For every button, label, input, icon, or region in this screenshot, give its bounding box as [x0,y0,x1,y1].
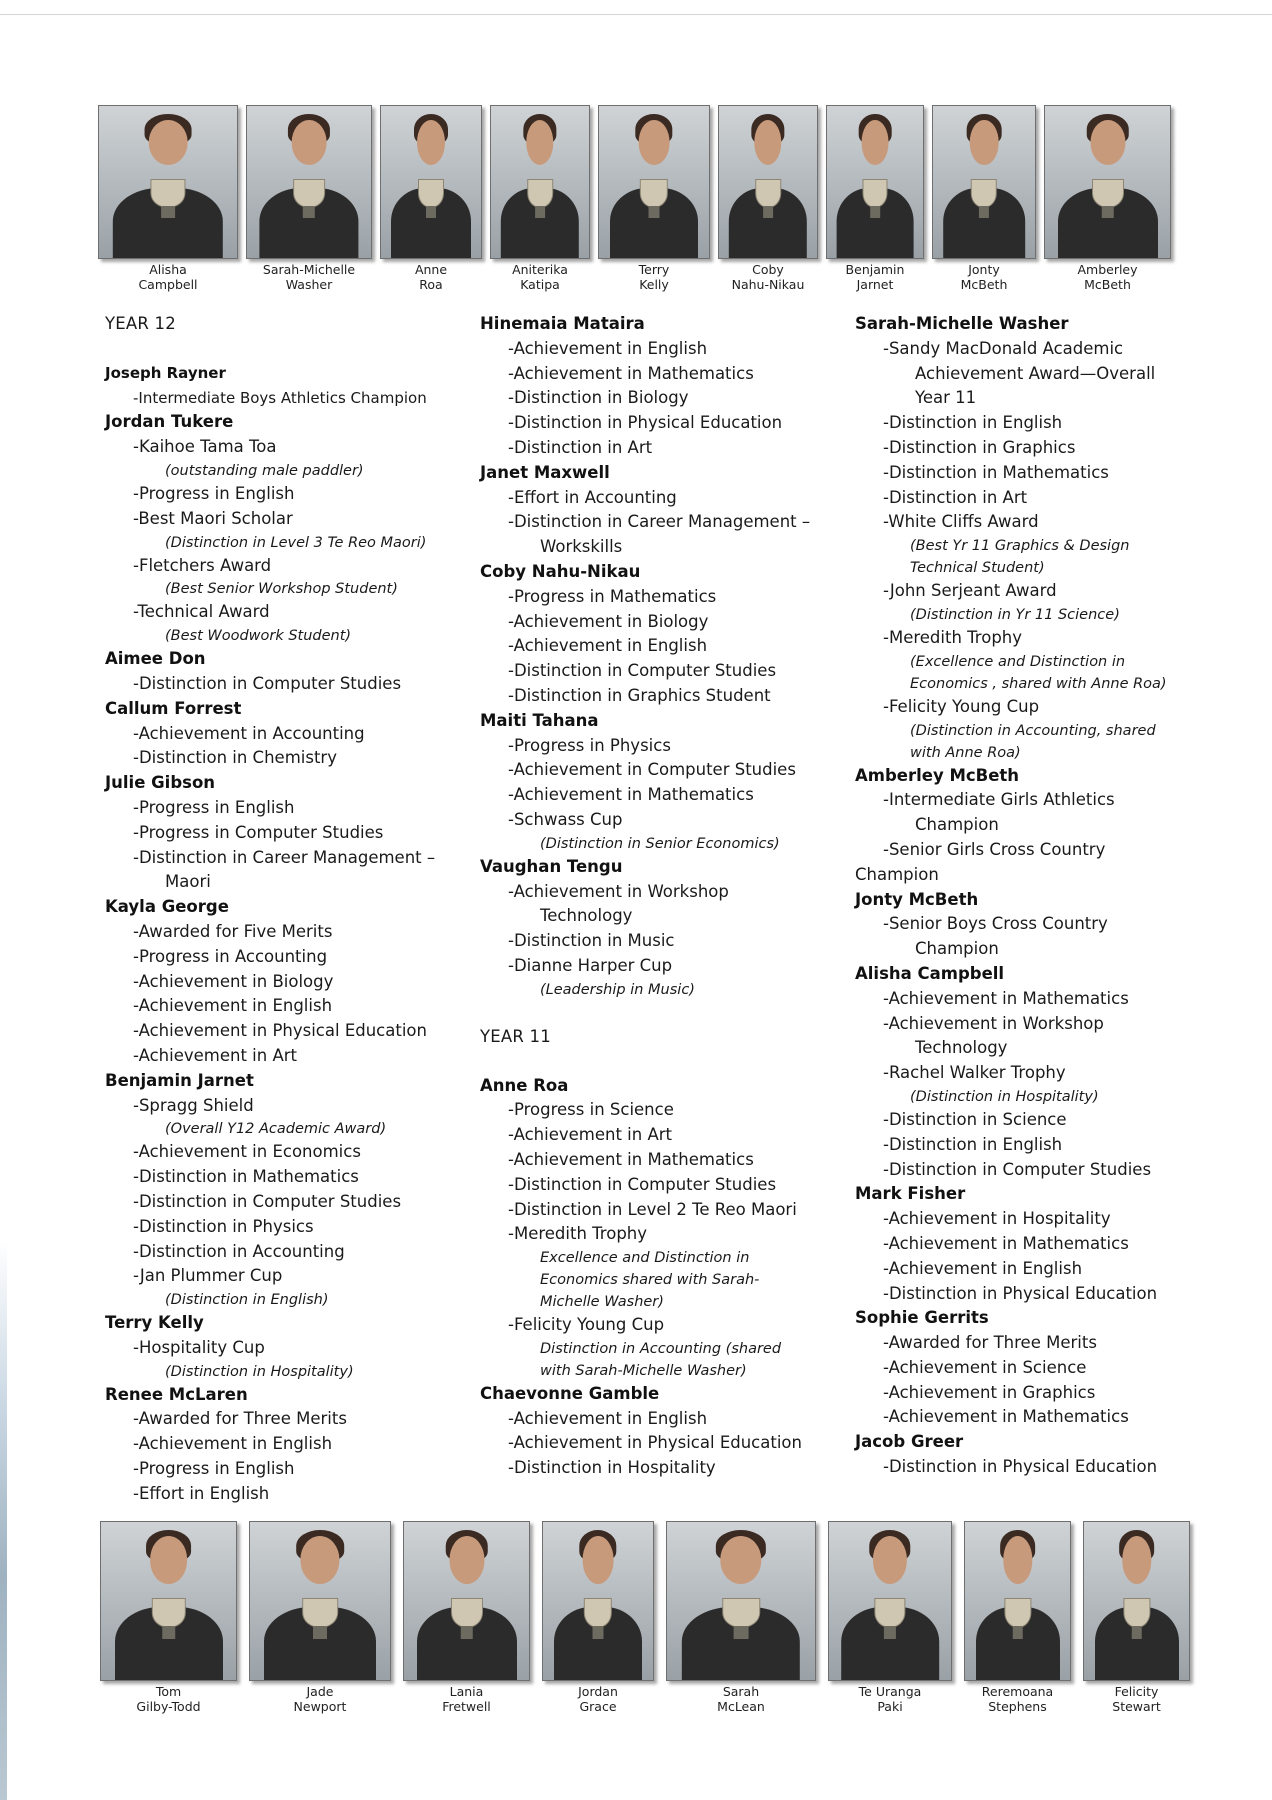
award-item: -Felicity Young Cup [508,1315,665,1335]
award-item: -Jan Plummer Cup [133,1266,283,1286]
student-photo-card [826,105,924,292]
student-name: Jacob Greer [855,1432,964,1452]
award-continuation: Workskills [540,537,623,557]
award-item: -Distinction in Career Management – [508,512,811,532]
award-note: Michelle Washer) [540,1294,664,1311]
photo-trophy-shape [302,1598,338,1628]
caption-first-name: Reremoana [981,1684,1054,1699]
photo-trophy-base-shape [303,206,315,218]
top-divider [0,14,1272,15]
photo-caption [732,262,805,292]
photo-trophy-base-shape [1012,1626,1023,1639]
photo-caption [294,1684,347,1714]
student-photo-card [380,105,482,292]
photo-head-shape [720,1536,761,1583]
award-item: -Achievement in Science [883,1357,1087,1377]
student-name: Julie Gibson [105,773,216,793]
caption-first-name: Anne [414,262,448,277]
award-item: -Achievement in Biology [508,611,709,631]
photo-trophy-shape [755,179,781,208]
photo-caption [1112,1684,1160,1714]
award-item: -Achievement in Workshop [883,1013,1104,1033]
student-photo [1083,1521,1190,1681]
caption-last-name: Paki [877,1699,903,1714]
award-item: -Achievement in English [883,1258,1083,1278]
year-heading: YEAR 12 [105,314,176,333]
caption-last-name: Washer [285,277,333,292]
photo-trophy-shape [293,179,325,208]
caption-first-name: Alisha [149,262,187,277]
photo-trophy-base-shape [535,206,545,218]
student-photo-card [598,105,710,292]
award-item: -Achievement in Computer Studies [508,760,796,780]
student-photo [490,105,590,259]
caption-first-name: Terry [638,262,670,277]
award-item: -Sandy MacDonald Academic [883,338,1124,358]
award-note: (outstanding male paddler) [165,462,364,479]
student-photo [666,1521,816,1681]
photo-head-shape [292,120,327,166]
award-item: -Progress in English [133,483,295,503]
student-photo-card [100,1521,237,1714]
award-note: Distinction in Accounting (shared [540,1340,782,1357]
award-item: -Distinction in Mathematics [133,1167,359,1187]
student-name: Callum Forrest [105,698,242,718]
award-continuation: Achievement Award—Overall [915,363,1156,383]
award-note: Excellence and Distinction in [540,1250,750,1267]
award-item: -Distinction in Graphics Student [508,685,771,705]
photo-trophy-base-shape [162,1626,176,1639]
award-item: -Achievement in English [508,636,708,656]
award-item: -Achievement in Workshop [508,881,729,901]
award-item: -Distinction in English [883,413,1063,433]
caption-last-name: Newport [293,1699,347,1714]
photo-trophy-shape [722,1598,760,1628]
award-item: -Distinction in Computer Studies [883,1159,1152,1179]
award-item: -Distinction in Computer Studies [133,1191,402,1211]
photo-trophy-base-shape [884,1626,896,1639]
award-item: -Achievement in Mathematics [883,1407,1129,1427]
student-name: Vaughan Tengu [480,856,623,876]
caption-last-name: Gilby-Todd [136,1699,201,1714]
student-photo-card [1083,1521,1190,1714]
student-photo-card [249,1521,391,1714]
award-continuation: Technology [915,1038,1008,1058]
award-item: -Meredith Trophy [883,627,1023,647]
photo-trophy-base-shape [734,1626,749,1639]
award-note: (Best Woodwork Student) [165,628,352,645]
bottom-photo-strip [100,1521,1190,1714]
award-continuation: Year 11 [915,388,977,408]
photo-head-shape [417,120,445,166]
student-photo [964,1521,1071,1681]
award-note: with Sarah-Michelle Washer) [540,1362,747,1379]
student-name: Aimee Don [105,649,206,669]
caption-first-name: Felicity [1114,1684,1159,1699]
award-item: -Progress in Computer Studies [133,822,384,842]
student-photo [246,105,372,259]
award-item: -Achievement in English [133,996,333,1016]
caption-last-name: Campbell [138,277,198,292]
student-name: Terry Kelly [105,1313,204,1333]
award-item: -Hospitality Cup [133,1337,265,1357]
award-note: (Best Yr 11 Graphics & Design [910,538,1130,555]
caption-last-name: Katipa [520,277,560,292]
column-left [105,312,465,1507]
caption-first-name: Tom [155,1684,182,1699]
photo-head-shape [639,120,670,166]
award-item: -Achievement in Mathematics [508,363,754,383]
award-item: -Distinction in Physical Education [883,1283,1158,1303]
award-note: Economics shared with Sarah- [540,1272,760,1289]
photo-head-shape [1122,1536,1151,1583]
award-item: -Distinction in Career Management – [133,847,436,867]
caption-first-name: Jordan [578,1684,618,1699]
student-name: Coby Nahu-Nikau [480,561,641,581]
caption-first-name: Amberley [1077,262,1138,277]
award-note: (Distinction in Hospitality) [910,1088,1099,1105]
student-photo [542,1521,654,1681]
student-photo-card [490,105,590,292]
student-photo-card [403,1521,530,1714]
award-continuation: Technology [540,906,633,926]
award-note: (Distinction in Level 3 Te Reo Maori) [165,534,427,551]
student-name: Kayla George [105,897,229,917]
award-item: -Distinction in Graphics [883,437,1076,457]
student-photo-card [718,105,818,292]
student-name: Sophie Gerrits [855,1308,989,1328]
award-continuation: Maori [165,872,211,892]
award-item: -Distinction in Computer Studies [508,1174,777,1194]
student-photo-card [964,1521,1071,1714]
award-item: -Distinction in Accounting [133,1241,345,1261]
award-note: (Distinction in Hospitality) [165,1363,354,1380]
student-name: Anne Roa [480,1075,569,1095]
award-item: -Distinction in Science [883,1109,1067,1129]
student-photo [598,105,710,259]
year-heading: YEAR 11 [480,1026,551,1046]
student-photo-card [98,105,238,292]
student-name: Mark Fisher [855,1184,966,1204]
section-spacer [480,1001,850,1025]
award-item: -Distinction in English [883,1134,1063,1154]
award-item: -Distinction in Biology [508,388,689,408]
student-photo [826,105,924,259]
photo-caption [136,1684,200,1714]
student-name: Janet Maxwell [480,462,610,482]
photo-head-shape [873,1536,907,1583]
photo-head-shape [583,1536,614,1583]
award-item: -Progress in Physics [508,735,671,755]
award-item: -Awarded for Three Merits [883,1333,1097,1353]
award-note: (Overall Y12 Academic Award) [165,1121,387,1138]
photo-caption [846,262,905,292]
award-item: -Achievement in Mathematics [883,1233,1129,1253]
photo-head-shape [754,120,781,166]
student-photo [100,1521,237,1681]
photo-head-shape [970,120,999,166]
photo-head-shape [862,120,889,166]
photo-caption [1077,262,1137,292]
photo-caption [717,1684,765,1714]
photo-trophy-base-shape [763,206,773,218]
award-note: (Distinction in Accounting, shared [910,722,1156,739]
award-note: Economics , shared with Anne Roa) [910,675,1167,692]
student-name: Hinemaia Mataira [480,314,645,333]
caption-last-name: Jarnet [856,277,894,292]
photo-caption [982,1684,1053,1714]
award-item: -Distinction in Hospitality [508,1458,716,1478]
photo-head-shape [150,1536,188,1583]
student-name: Amberley McBeth [855,765,1020,785]
award-item: -Effort in Accounting [508,487,677,507]
student-photo-card [666,1521,816,1714]
award-continuation: Champion [915,815,999,835]
photo-caption [859,1684,922,1714]
photo-caption [639,262,670,292]
column-right [855,312,1185,1480]
caption-first-name: Aniterika [512,262,568,277]
caption-first-name: Lania [449,1684,484,1699]
caption-first-name: Jade [306,1684,334,1699]
award-item: -Distinction in Level 2 Te Reo Maori [508,1199,797,1219]
award-item: -Achievement in English [133,1434,333,1454]
caption-first-name: Benjamin [845,262,905,277]
photo-trophy-base-shape [649,206,660,218]
award-note: with Anne Roa) [910,744,1021,761]
student-photo [249,1521,391,1681]
photo-trophy-base-shape [870,206,880,218]
photo-caption [415,262,447,292]
student-photo-card [246,105,372,292]
caption-first-name: Te Uranga [858,1684,922,1699]
caption-last-name: McLean [717,1699,765,1714]
award-item: -Awarded for Five Merits [133,921,333,941]
section-spacer [105,337,465,361]
photo-trophy-base-shape [161,206,175,218]
award-note: Technical Student) [910,560,1045,577]
caption-last-name: McBeth [960,277,1008,292]
photo-trophy-base-shape [1101,206,1114,218]
photo-head-shape [526,120,553,166]
award-note: (Distinction in Senior Economics) [540,835,780,852]
caption-last-name: Nahu-Nikau [731,277,805,292]
award-item: -Achievement in English [508,338,708,358]
page-edge-decoration [0,1240,7,1800]
award-item: -Achievement in Mathematics [508,1149,754,1169]
student-photo [932,105,1036,259]
award-item: -Achievement in Economics [133,1142,361,1162]
column-middle [480,312,850,1481]
photo-head-shape [149,120,188,166]
award-item: -Distinction in Computer Studies [508,661,777,681]
award-item: -Senior Boys Cross Country [883,914,1108,934]
award-item: -John Serjeant Award [883,581,1057,601]
student-name: Benjamin Jarnet [105,1070,254,1090]
photo-head-shape [300,1536,339,1583]
photo-head-shape [1003,1536,1032,1583]
award-item: -Achievement in English [508,1408,708,1428]
student-photo [1044,105,1171,259]
award-continuation: Champion [855,864,939,884]
award-note: (Excellence and Distinction in [910,653,1126,670]
award-item: -Rachel Walker Trophy [883,1063,1066,1083]
student-name: Jordan Tukere [105,412,234,432]
student-photo-card [542,1521,654,1714]
student-photo [380,105,482,259]
top-photo-strip [98,105,1171,292]
award-item: -Intermediate Boys Athletics Champion [133,388,427,407]
award-item: -Achievement in Biology [133,971,334,991]
photo-trophy-shape [527,179,553,208]
photo-caption [138,262,197,292]
award-item: -Achievement in Physical Education [508,1433,802,1453]
award-item: -Achievement in Accounting [133,723,365,743]
award-note: (Distinction in English) [165,1292,329,1309]
award-item: -Achievement in Mathematics [883,988,1129,1008]
student-name: Jonty McBeth [855,889,979,909]
award-item: -Achievement in Graphics [883,1382,1096,1402]
award-item: -Effort in English [133,1483,270,1503]
student-photo [828,1521,952,1681]
award-item: -Fletchers Award [133,555,272,575]
award-item: -Distinction in Art [883,487,1028,507]
award-item: -Achievement in Mathematics [508,785,754,805]
caption-first-name: Jonty [968,262,1000,277]
award-item: -Distinction in Art [508,437,653,457]
award-item: -Achievement in Physical Education [133,1021,427,1041]
student-photo-card [1044,105,1171,292]
photo-trophy-base-shape [593,1626,604,1639]
award-item: -Achievement in Art [133,1045,297,1065]
caption-first-name: Sarah-Michelle [262,262,356,277]
award-item: -Progress in Mathematics [508,586,717,606]
award-note: (Distinction in Yr 11 Science) [910,606,1120,623]
award-item: -Distinction in Physics [133,1216,314,1236]
award-item: -Kaihoe Tama Toa [133,437,277,457]
award-note: (Best Senior Workshop Student) [165,581,398,598]
student-name: Chaevonne Gamble [480,1383,660,1403]
photo-trophy-base-shape [313,1626,327,1639]
student-name: Alisha Campbell [855,963,1005,983]
award-item: -Felicity Young Cup [883,696,1040,716]
student-photo [718,105,818,259]
photo-trophy-base-shape [426,206,436,218]
caption-last-name: McBeth [1084,277,1131,292]
award-item: -Distinction in Chemistry [133,748,337,768]
award-item: -Best Maori Scholar [133,508,293,528]
award-item: -Technical Award [133,602,270,622]
student-photo-card [828,1521,952,1714]
student-name: Joseph Rayner [105,363,226,382]
caption-last-name: Stewart [1112,1699,1161,1714]
award-item: -Achievement in Hospitality [883,1209,1111,1229]
award-item: -Progress in Science [508,1100,674,1120]
photo-caption [961,262,1008,292]
photo-caption [512,262,568,292]
award-item: -Spragg Shield [133,1095,254,1115]
student-photo-card [932,105,1036,292]
award-item: -Intermediate Girls Athletics [883,790,1115,810]
caption-last-name: Fretwell [442,1699,491,1714]
award-item: -Senior Girls Cross Country [883,839,1106,859]
caption-last-name: Roa [419,277,443,292]
student-name: Maiti Tahana [480,710,599,730]
photo-head-shape [1090,120,1125,166]
photo-trophy-base-shape [460,1626,473,1639]
caption-last-name: Grace [579,1699,617,1714]
award-item: -Distinction in Mathematics [883,462,1109,482]
photo-head-shape [449,1536,484,1583]
award-item: -Distinction in Music [508,931,675,951]
award-item: -Dianne Harper Cup [508,955,673,975]
photo-caption [442,1684,491,1714]
award-item: -Awarded for Three Merits [133,1409,347,1429]
award-item: -Distinction in Physical Education [883,1457,1158,1477]
student-name: Renee McLaren [105,1384,248,1404]
section-spacer [480,1050,850,1074]
award-item: -Distinction in Computer Studies [133,673,402,693]
award-item: -Achievement in Art [508,1125,672,1145]
award-item: -Distinction in Physical Education [508,413,783,433]
award-note: (Leadership in Music) [540,981,695,998]
caption-first-name: Coby [752,262,784,277]
caption-last-name: Stephens [988,1699,1047,1714]
award-item: -Meredith Trophy [508,1224,648,1244]
student-name: Sarah-Michelle Washer [855,314,1069,333]
award-item: -Progress in English [133,797,295,817]
award-item: -Progress in Accounting [133,946,328,966]
photo-trophy-base-shape [1131,1626,1142,1639]
award-item: -White Cliffs Award [883,512,1039,532]
caption-last-name: Kelly [639,277,669,292]
student-photo [403,1521,530,1681]
award-continuation: Champion [915,939,999,959]
photo-trophy-base-shape [979,206,989,218]
student-photo [98,105,238,259]
award-item: -Schwass Cup [508,809,623,829]
award-item: -Progress in English [133,1459,295,1479]
caption-first-name: Sarah [722,1684,760,1699]
photo-caption [578,1684,618,1714]
photo-caption [263,262,355,292]
